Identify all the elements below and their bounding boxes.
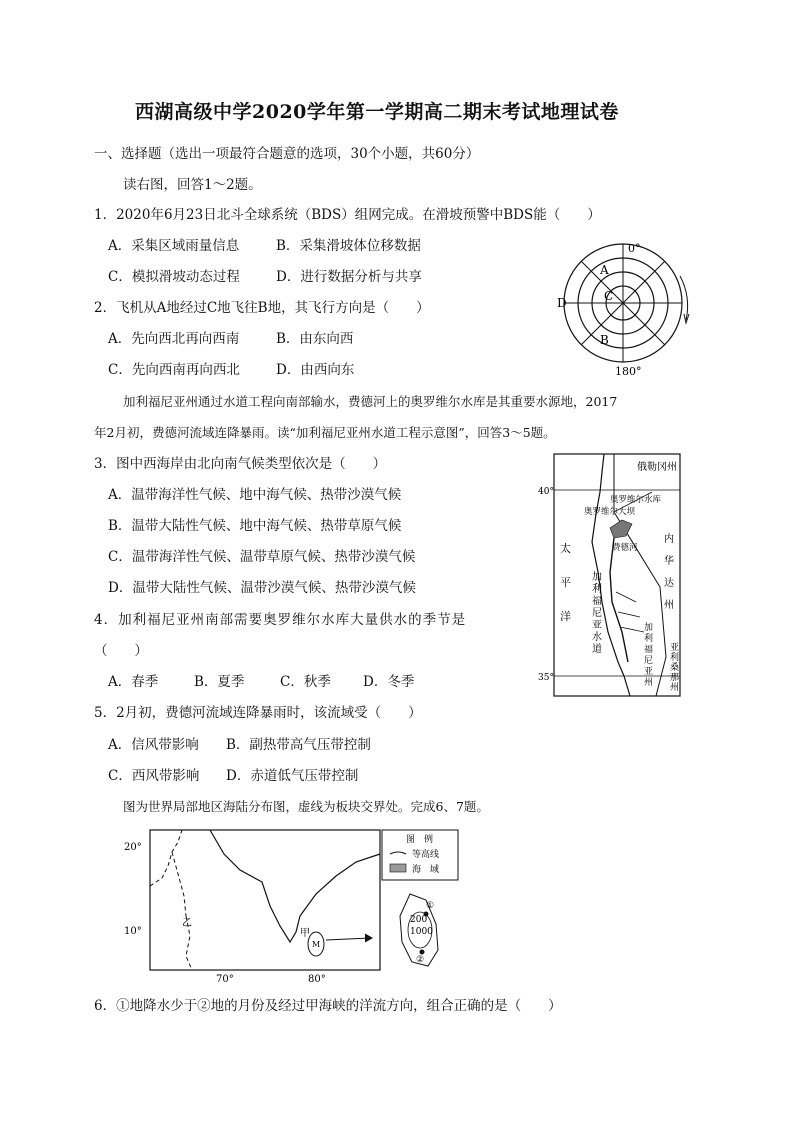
pacific-label: 太 平 洋	[560, 542, 571, 623]
jia-label: 甲	[300, 928, 310, 939]
q5-option-c[interactable]: C．西风带影响	[108, 768, 200, 784]
question-2-stem: 2．飞机从A地经过C地飞往B地，其飞行方向是（ ）	[94, 300, 430, 316]
q1-option-a[interactable]: A．采集区域雨量信息	[108, 238, 240, 254]
india-map	[120, 826, 460, 986]
lon80-label: 80°	[308, 974, 326, 985]
q2-option-c[interactable]: C．先向西南再向西北	[108, 362, 240, 378]
intro-q1-2: 读右图，回答1～2题。	[123, 177, 262, 193]
q3-option-b[interactable]: B．温带大陆性气候、地中海气候、热带草原气候	[108, 518, 402, 534]
q3-option-c[interactable]: C．温带海洋性气候、温带草原气候、热带沙漠气候	[108, 549, 416, 565]
section-heading: 一、选择题（选出一项最符合题意的选项，30个小题，共60分）	[94, 146, 480, 162]
q5-option-d[interactable]: D．赤道低气压带控制	[226, 768, 359, 784]
question-1-stem: 1．2020年6月23日北斗全球系统（BDS）组网完成。在滑坡预警中BDS能（ ）	[94, 207, 601, 223]
q5-option-a[interactable]: A．信风带影响	[108, 737, 199, 753]
question-3-stem: 3．图中西海岸由北向南气候类型依次是（ ）	[94, 456, 387, 472]
intro-q6-7: 图为世界局部地区海陆分布图，虚线为板块交界处。完成6、7题。	[123, 799, 489, 814]
dam-label: 奥罗维尔大坝	[584, 507, 636, 517]
lon70-label: 70°	[216, 974, 234, 985]
polar-label-top: 0°	[628, 242, 641, 255]
lat20-label: 20°	[124, 842, 142, 853]
polar-label-bottom: 180°	[615, 365, 642, 378]
question-4-stem: 4．加利福尼亚州南部需要奥罗维尔水库大量供水的季节是	[94, 612, 467, 628]
arizona-label: 亚 利 桑 那 州	[670, 643, 680, 693]
q1-option-b[interactable]: B．采集滑坡体位移数据	[276, 238, 421, 254]
lat40-label: 40°	[538, 487, 554, 497]
polar-label-a: A	[600, 263, 609, 277]
lat10-label: 10°	[124, 926, 142, 937]
polar-label-b: B	[600, 333, 609, 347]
legend-sea: 海 域	[412, 865, 440, 875]
contour-1000-label: 1000	[410, 927, 433, 937]
reservoir-label: 奥罗维尔水库	[610, 495, 662, 505]
california-map	[538, 452, 682, 698]
q4-option-b[interactable]: B．夏季	[194, 674, 245, 690]
q2-option-a[interactable]: A．先向西北再向西南	[108, 331, 240, 347]
yi-label: 乙	[182, 918, 192, 929]
q3-option-a[interactable]: A．温带海洋性气候、地中海气候、热带沙漠气候	[108, 487, 402, 503]
california-label: 加 利 福 尼 亚 州	[644, 623, 654, 688]
legend-contour: 等高线	[412, 850, 440, 860]
q4-option-a[interactable]: A．春季	[108, 674, 159, 690]
q3-option-d[interactable]: D．温带大陆性气候、温带沙漠气候、热带沙漠气候	[108, 580, 416, 596]
q2-option-b[interactable]: B．由东向西	[276, 331, 354, 347]
legend-title: 图 例	[406, 835, 434, 845]
river-label: 费德河	[612, 543, 638, 553]
question-6-stem: 6．①地降水少于②地的月份及经过甲海峡的洋流方向，组合正确的是（ ）	[94, 998, 562, 1014]
contour-200-label: 200	[410, 915, 428, 925]
question-4-paren: （ ）	[94, 643, 148, 659]
point-1-label: ①	[426, 901, 435, 911]
q1-option-d[interactable]: D．进行数据分析与共享	[276, 269, 422, 285]
polar-label-d: D	[557, 296, 567, 310]
q1-option-c[interactable]: C．模拟滑坡动态过程	[108, 269, 240, 285]
q4-option-c[interactable]: C．秋季	[280, 674, 331, 690]
question-5-stem: 5．2月初，费德河流域连降暴雨时，该流域受（ ）	[94, 705, 422, 721]
q2-option-d[interactable]: D．由西向东	[276, 362, 355, 378]
m-label: M	[312, 940, 321, 949]
aqueduct-label: 加 利 福 尼 亚 水 道	[592, 572, 602, 655]
page-title: 西湖高级中学2020学年第一学期高二期末考试地理试卷	[135, 101, 619, 123]
q4-option-d[interactable]: D．冬季	[363, 674, 415, 690]
point-2-label: ②	[416, 955, 425, 965]
lat35-label: 35°	[538, 673, 554, 683]
intro-q3-5-line2: 年2月初，费德河流域连降暴雨。读“加利福尼亚州水道工程示意图”，回答3～5题。	[94, 425, 556, 440]
polar-figure	[548, 228, 708, 378]
nevada-label: 内 华 达 州	[664, 534, 674, 611]
q5-option-b[interactable]: B．副热带高气压带控制	[226, 737, 371, 753]
intro-q3-5-line1: 加利福尼亚州通过水道工程向南部输水，费德河上的奥罗维尔水库是其重要水源地，2017	[123, 394, 618, 409]
oregon-label: 俄勒冈州	[637, 462, 677, 473]
polar-label-c: C	[604, 289, 614, 303]
